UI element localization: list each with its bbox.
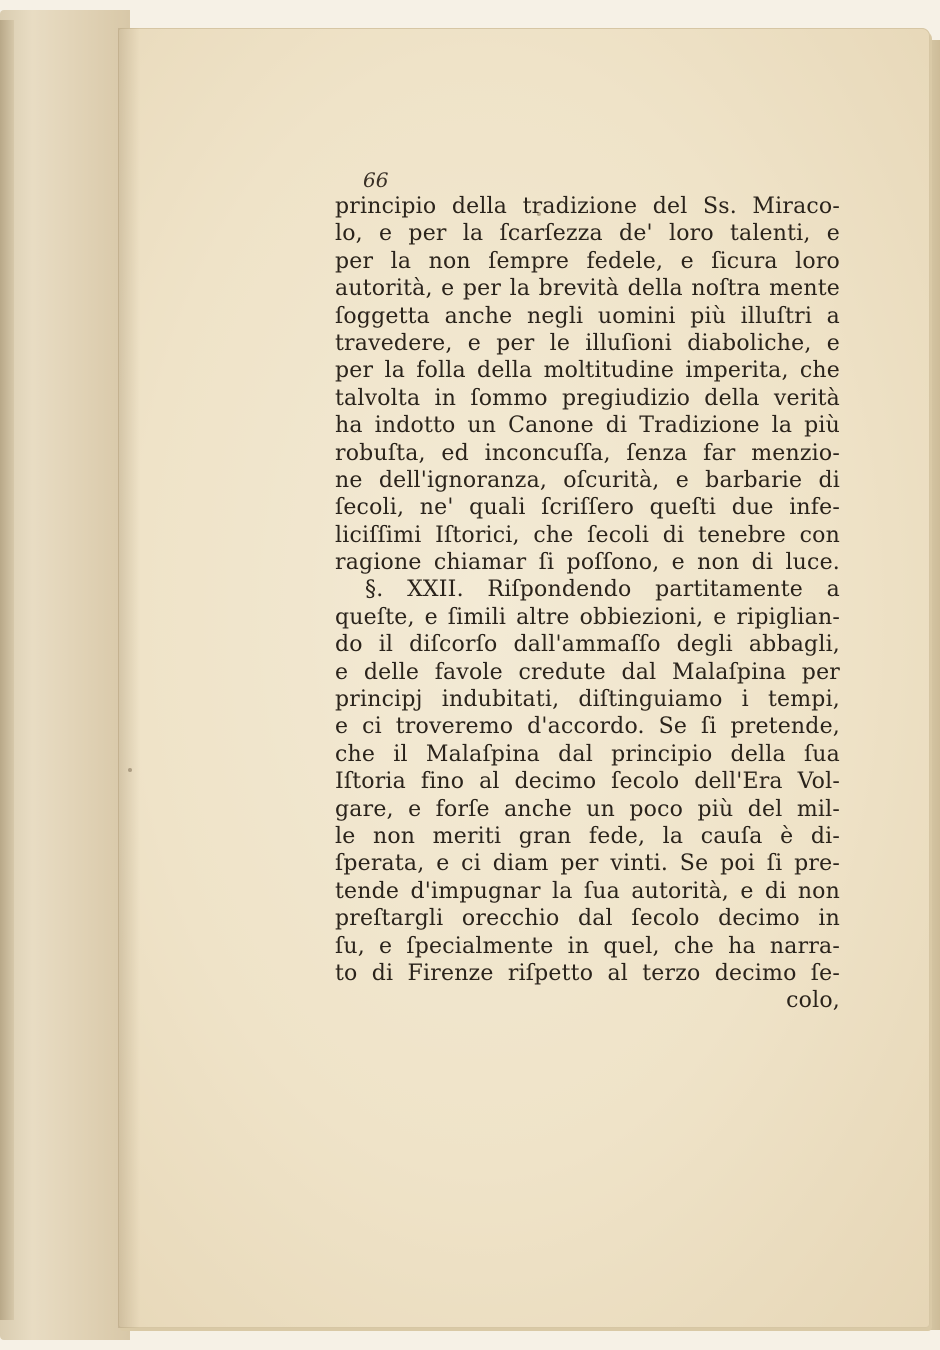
text-line: robuſta, ed inconcuſſa, ſenza far menzio- bbox=[335, 440, 840, 466]
catchword: colo, bbox=[786, 988, 840, 1014]
text-line: preſtargli orecchio dal ſecolo decimo in bbox=[335, 906, 840, 932]
text-line: §. XXII. Riſpondendo partitamente a bbox=[365, 577, 840, 603]
text-line: ſperata, e ci diam per vinti. Se poi ſi pre- bbox=[335, 851, 840, 877]
text-line: tende d'impugnar la ſua autorità, e di non bbox=[335, 878, 840, 904]
text-line: travedere, e per le illuſioni diaboliche, e bbox=[335, 330, 840, 356]
text-line: gare, e forſe anche un poco più del mil- bbox=[335, 796, 840, 822]
text-line: e delle favole credute dal Malaſpina per bbox=[335, 659, 840, 685]
text-line: principj indubitati, diſtinguiamo i tempi, bbox=[335, 687, 840, 713]
text-line: che il Malaſpina dal principio della ſua bbox=[335, 741, 840, 767]
text-line: autorità, e per la brevità della noſtra mente bbox=[335, 276, 840, 302]
page-gutter-shadow bbox=[118, 28, 140, 1328]
text-line: per la folla della moltitudine imperita, che bbox=[335, 358, 840, 384]
page-number: 66 bbox=[363, 168, 389, 192]
text-line: le non meriti gran fede, la cauſa è di- bbox=[335, 823, 840, 849]
text-line: ſoggetta anche negli uomini più illuſtri a bbox=[335, 303, 840, 329]
text-line: ſecoli, ne' quali ſcriſſero queſti due infe- bbox=[335, 495, 840, 521]
text-line: to di Firenze riſpetto al terzo decimo ſe- bbox=[335, 960, 840, 986]
text-line: principio della tradizione del Ss. Miraco- bbox=[335, 194, 840, 219]
text-line: ragione chiamar ſi poſſono, e non di luce. bbox=[335, 550, 840, 576]
text-line: lo, e per la ſcarſezza de' loro talenti, e bbox=[335, 221, 840, 247]
text-line: Iſtoria fino al decimo ſecolo dell'Era Vol- bbox=[335, 769, 840, 795]
text-line: e ci troveremo d'accordo. Se ſi pretende, bbox=[335, 714, 840, 740]
text-line: ne dell'ignoranza, oſcurità, e barbarie di bbox=[335, 467, 840, 493]
text-line: ha indotto un Canone di Tradizione la più bbox=[335, 413, 840, 439]
text-line: ſu, e ſpecialmente in quel, che ha narra- bbox=[335, 933, 840, 959]
paper-speck bbox=[128, 768, 132, 772]
text-lines bbox=[335, 193, 840, 1015]
text-line: talvolta in ſommo pregiudizio della verità bbox=[335, 385, 840, 411]
text-line: queſte, e ſimili altre obbiezioni, e ripiglian- bbox=[335, 604, 840, 630]
text-line: liciſſimi Iſtorici, che ſecoli di tenebre con bbox=[335, 522, 840, 548]
left-page-stack bbox=[0, 10, 130, 1340]
text-line: per la non ſempre fedele, e ſicura loro bbox=[335, 248, 840, 274]
text-line: do il diſcorſo dall'ammaſſo degli abbagli, bbox=[335, 632, 840, 658]
book-spine-edge bbox=[0, 20, 14, 1320]
